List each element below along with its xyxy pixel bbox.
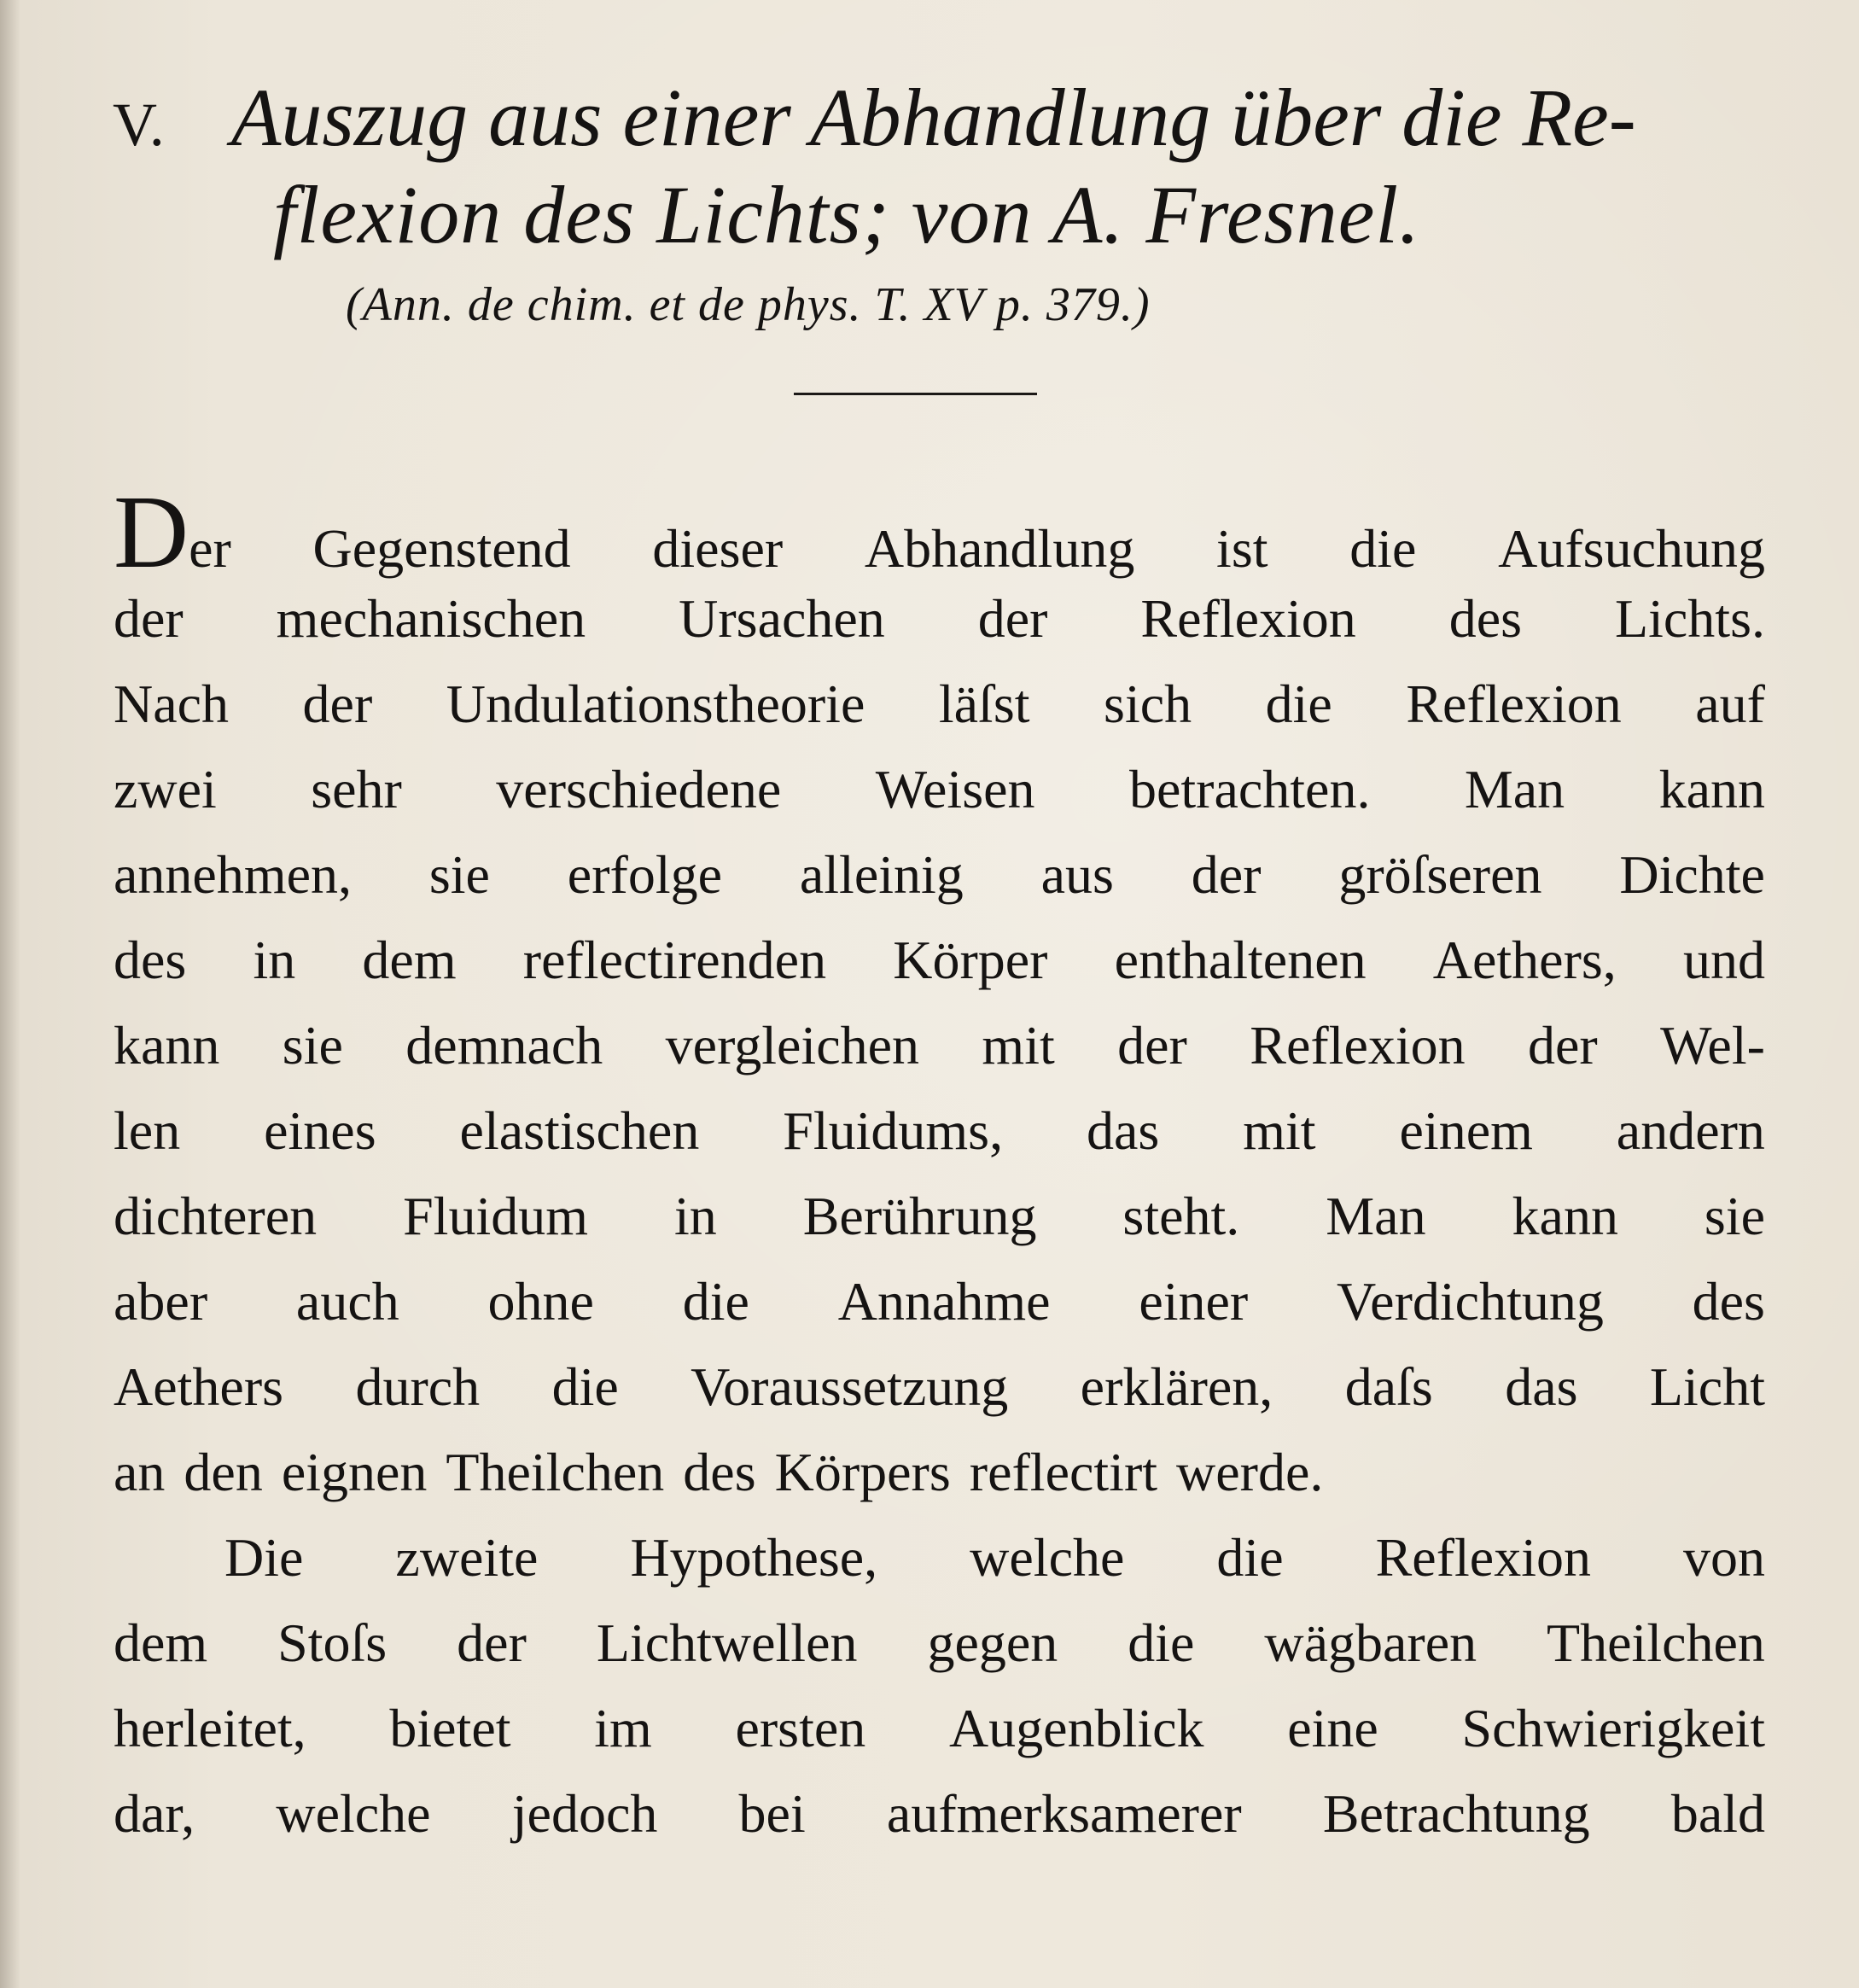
word: Voraussetzung <box>691 1356 1009 1417</box>
word: im <box>594 1698 652 1758</box>
word: läſst <box>938 673 1030 734</box>
word: dem <box>362 930 457 990</box>
word: Augenblick <box>948 1698 1204 1758</box>
word: Aufsuchung <box>1498 518 1765 579</box>
page-gutter-shadow <box>0 0 20 1988</box>
word: mechanischen <box>276 588 586 649</box>
word: sehr <box>311 759 402 819</box>
word: gröſseren <box>1338 844 1542 905</box>
word: elastischen <box>459 1100 700 1161</box>
word: Abhandlung <box>864 518 1135 579</box>
word: jedoch <box>511 1783 658 1844</box>
word: erklären, <box>1080 1356 1273 1417</box>
word: sie <box>1704 1186 1765 1246</box>
word: Wel- <box>1660 1015 1765 1076</box>
article-body <box>114 475 1765 1857</box>
word: des <box>114 930 187 990</box>
title-text-1: Auszug aus einer Abhandlung über die Re- <box>230 72 1636 163</box>
word: der <box>114 588 184 649</box>
word: der <box>977 588 1048 649</box>
word: len <box>114 1100 181 1161</box>
word: kann <box>1658 759 1765 819</box>
word: mit <box>1243 1100 1316 1161</box>
word: der <box>1117 1015 1187 1076</box>
word: betrachten. <box>1128 759 1371 819</box>
word: Schwierigkeit <box>1461 1698 1765 1758</box>
word: dar, <box>114 1783 195 1844</box>
word: Stoſs <box>277 1612 388 1673</box>
word: Berührung <box>802 1186 1037 1246</box>
word: zwei <box>114 759 217 819</box>
word: Lichts. <box>1615 588 1765 649</box>
word: sich <box>1104 673 1192 734</box>
word: die <box>682 1271 749 1332</box>
word: andern <box>1616 1100 1765 1161</box>
word: Die <box>224 1527 304 1588</box>
word: das <box>1087 1100 1160 1161</box>
title-text-2: flexion des Lichts; von A. Fresnel. <box>273 169 1421 260</box>
section-rule <box>794 393 1037 395</box>
section-number: V. <box>113 90 165 159</box>
word: Betrachtung <box>1322 1783 1590 1844</box>
word: Fluidums, <box>783 1100 1004 1161</box>
word: dieser <box>652 518 784 579</box>
word: die <box>1128 1612 1195 1673</box>
word: die <box>551 1356 619 1417</box>
text-line <box>114 1174 1765 1259</box>
word: eignen <box>281 1442 428 1502</box>
word: welche <box>276 1783 431 1844</box>
word: wägbaren <box>1264 1612 1477 1673</box>
word: zweite <box>395 1527 539 1588</box>
title-line-1 <box>111 72 1775 163</box>
word: dichteren <box>114 1186 318 1246</box>
word: enthaltenen <box>1114 930 1367 990</box>
word: einem <box>1399 1100 1533 1161</box>
word: Der <box>114 475 231 590</box>
word: des <box>1692 1271 1765 1332</box>
word: erfolge <box>567 844 722 905</box>
word: kann <box>114 1015 220 1076</box>
word: die <box>1216 1527 1284 1588</box>
word: auf <box>1695 673 1765 734</box>
text-line <box>114 747 1765 832</box>
word: vergleichen <box>665 1015 920 1076</box>
word: Man <box>1326 1186 1426 1246</box>
word: reflectirenden <box>522 930 827 990</box>
word: Undulationstheorie <box>446 673 865 734</box>
word: bald <box>1670 1783 1765 1844</box>
word: auch <box>295 1271 399 1332</box>
word: aufmerksamerer <box>886 1783 1242 1844</box>
word: Körpers <box>774 1442 951 1502</box>
paragraph-2 <box>114 1515 1765 1857</box>
word: aber <box>114 1271 208 1332</box>
word: der <box>1528 1015 1598 1076</box>
word: durch <box>355 1356 481 1417</box>
word: annehmen, <box>114 844 352 905</box>
word: die <box>1349 518 1417 579</box>
word: Ursachen <box>679 588 885 649</box>
word: demnach <box>405 1015 603 1076</box>
word: eine <box>1287 1698 1378 1758</box>
word: Verdichtung <box>1337 1271 1604 1332</box>
text-line <box>114 1686 1765 1771</box>
word: Lichtwellen <box>596 1612 858 1673</box>
word: Nach <box>114 673 230 734</box>
word: ohne <box>487 1271 594 1332</box>
word: Reflexion <box>1140 588 1356 649</box>
word: eines <box>264 1100 376 1161</box>
word: Reflexion <box>1250 1015 1466 1076</box>
word: steht. <box>1122 1186 1240 1246</box>
text-line <box>114 662 1765 747</box>
word: bei <box>738 1783 806 1844</box>
word: Theilchen <box>446 1442 665 1502</box>
source-citation: (Ann. de chim. et de phys. T. XV p. 379.) <box>346 278 1151 331</box>
word: mit <box>982 1015 1055 1076</box>
word: die <box>1265 673 1332 734</box>
word: Aethers, <box>1432 930 1617 990</box>
word: werde. <box>1176 1442 1324 1502</box>
word: den <box>184 1442 263 1502</box>
word: Körper <box>893 930 1048 990</box>
word: Man <box>1464 759 1565 819</box>
word: der <box>1191 844 1262 905</box>
word: Aethers <box>114 1356 284 1417</box>
word: herleitet, <box>114 1698 306 1758</box>
text-line <box>114 832 1765 918</box>
word: in <box>253 930 296 990</box>
text-line <box>114 1600 1765 1686</box>
text-line <box>114 1515 1765 1600</box>
word: alleinig <box>799 844 964 905</box>
word: das <box>1505 1356 1578 1417</box>
word: aus <box>1040 844 1114 905</box>
word: welche <box>970 1527 1125 1588</box>
text-line <box>114 1259 1765 1344</box>
text-line <box>114 1771 1765 1857</box>
word: verschiedene <box>496 759 782 819</box>
word: an <box>114 1442 166 1502</box>
word: bietet <box>389 1698 511 1758</box>
word: ist <box>1216 518 1268 579</box>
word: Fluidum <box>403 1186 588 1246</box>
word: Hypothese, <box>630 1527 878 1588</box>
word: gegen <box>927 1612 1058 1673</box>
word: der <box>457 1612 527 1673</box>
word: Dichte <box>1619 844 1765 905</box>
text-line <box>114 475 1765 590</box>
drop-cap: D <box>114 475 189 590</box>
text-line <box>114 1430 1765 1515</box>
article-heading <box>111 72 1775 260</box>
word: Annahme <box>837 1271 1051 1332</box>
text-line <box>114 1344 1765 1430</box>
word: ersten <box>735 1698 866 1758</box>
title-line-2 <box>111 169 1775 260</box>
word: Weisen <box>875 759 1035 819</box>
word: einer <box>1139 1271 1249 1332</box>
text-line <box>114 1088 1765 1174</box>
text-line <box>114 1003 1765 1088</box>
word: und <box>1682 930 1765 990</box>
word: Reflexion <box>1406 673 1622 734</box>
word: dem <box>114 1612 208 1673</box>
word: von <box>1683 1527 1765 1588</box>
word: des <box>1448 588 1523 649</box>
word: sie <box>282 1015 343 1076</box>
word: daſs <box>1344 1356 1433 1417</box>
word: in <box>673 1186 717 1246</box>
word: Reflexion <box>1375 1527 1591 1588</box>
word: sie <box>428 844 490 905</box>
word: kann <box>1512 1186 1618 1246</box>
word: der <box>302 673 373 734</box>
word: Licht <box>1649 1356 1765 1417</box>
paragraph-1 <box>114 475 1765 1515</box>
word: Gegenstend <box>312 518 571 579</box>
text-line <box>114 918 1765 1003</box>
word: Theilchen <box>1547 1612 1765 1673</box>
word: reflectirt <box>969 1442 1158 1502</box>
word: des <box>683 1442 756 1502</box>
